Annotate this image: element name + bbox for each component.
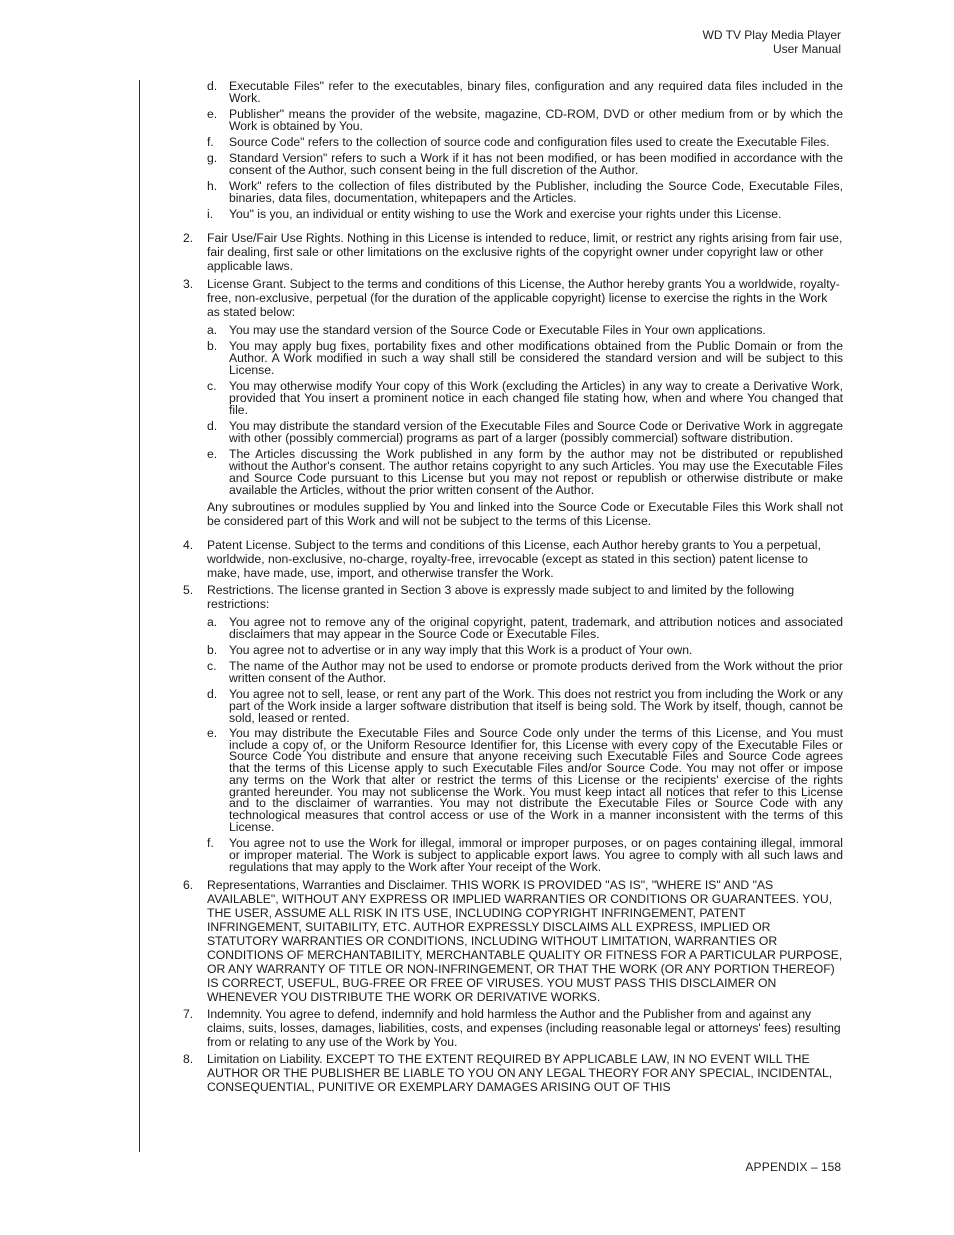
header-doc: User Manual [772, 41, 841, 56]
grant-item [183, 340, 843, 376]
page-header [703, 29, 842, 56]
section-text: Representations, Warranties and Disclaimer. THIS WORK IS PROVIDED "AS IS", "WHERE IS" AND "AS AVAILABLE", WITHOUT ANY EXPRESS OR IMPLIED WARRANTIES OR CONDITIONS OR GUARANTEES. YOU, THE USER, ASSUME ALL RISK IN ITS USE, INCLUDING COPYRIGHT INFRINGEMENT, PATENT INFRINGEMENT, SUITABILITY, ETC. AUTHOR EXPRESSLY DISCLAIMS ALL EXPRESS, IMPLIED OR STATUTORY WARRANTIES OR CONDITIONS, INCLUDING WITHOUT LIMITATION, WARRANTIES OR CONDITIONS OF MERCHANTABILITY, MERCHANTABLE QUALITY OR FITNESS FOR A PARTICULAR PURPOSE, OR ANY WARRANTY OF TITLE OR NON-INFRINGEMENT, OR THAT THE WORK (OR ANY PORTION THEREOF) IS CORRECT, USEFUL, BUG-FREE OR FREE OF VIRUSES. YOU MUST PASS THIS DISCLAIMER ON WHENEVER YOU DISTRIBUTE THE WORK OR DERIVATIVE WORKS. [207, 878, 843, 1005]
page-number: 158 [820, 1160, 841, 1174]
section-text: License Grant. Subject to the terms and conditions of this License, the Author hereby grants You a worldwide, royalty-free, non-exclusive, perpetual (for the duration of the applicable copyright) license to exercise the rights in the Work as stated below: [207, 277, 840, 319]
page-footer [745, 1160, 841, 1174]
def-text: Standard Version" refers to such a Work if it has not been modified, or has been modified in accordance with the consent of the Author, such consent being in the full discretion of the Author. [229, 151, 843, 177]
def-marker: f. [207, 135, 214, 149]
footer-section: APPENDIX [745, 1160, 808, 1174]
def-marker: i. [207, 207, 214, 221]
section-marker: 6. [183, 878, 194, 893]
def-item [183, 208, 843, 220]
section-2 [183, 231, 843, 273]
section-text: Indemnity. You agree to defend, indemnify and hold harmless the Author and the Publisher from and against any claims, suits, losses, damages, liabilities, costs, and expenses (including reasonable legal or attorneys' fees) resulting from or relating to any use of the Work by You. [207, 1007, 841, 1050]
def-marker: g. [207, 151, 218, 165]
grant-item [183, 420, 843, 444]
footer-separator: – [807, 1160, 821, 1174]
restriction-marker: d. [207, 687, 218, 701]
grant-text: You may otherwise modify Your copy of this Work (excluding the Articles) in any way to create a Derivative Work, provided that You insert a prominent notice in each changed file stating how, when and where You changed that file. [229, 379, 843, 417]
restriction-marker: a. [207, 615, 218, 629]
grant-text: You may distribute the standard version of the Executable Files and Source Code or Derivative Work in aggregate with other (possibly commercial) programs as part of a larger (possibly commercial) software distribution. [229, 419, 843, 445]
def-marker: d. [207, 79, 218, 93]
def-marker: h. [207, 179, 218, 193]
grant-item [183, 448, 843, 496]
restriction-marker: c. [207, 659, 217, 673]
section-6 [183, 878, 843, 1004]
restriction-marker: b. [207, 643, 218, 657]
def-item [183, 80, 843, 104]
def-item [183, 152, 843, 176]
section-marker: 4. [183, 538, 194, 552]
restriction-item [183, 728, 843, 833]
def-text: Source Code" refers to the collection of source code and configuration files used to create the Executable Files. [229, 135, 830, 149]
def-text: Publisher" means the provider of the website, magazine, CD-ROM, DVD or other medium from or by which the Work is obtained by You. [229, 107, 843, 133]
def-text: Executable Files" refer to the executables, binary files, configuration and any required data files included in the Work. [229, 79, 843, 105]
def-item [183, 180, 843, 204]
header-product: WD TV Play Media Player [702, 28, 841, 42]
section-marker: 7. [183, 1007, 194, 1022]
restriction-item [183, 616, 843, 640]
def-marker: e. [207, 107, 218, 121]
restriction-text: You agree not to remove any of the original copyright, patent, trademark, and attribution notices and associated disclaimers that may appear in the Source Code or Executable Files. [229, 615, 843, 641]
margin-rule [139, 80, 140, 1152]
grant-text: You may apply bug fixes, portability fixes and other modifications obtained from the Public Domain or from the Author. A Work modified in such a way shall still be considered the standard version and will be subject to this License. [229, 339, 843, 377]
restriction-item [183, 688, 843, 724]
section-4 [183, 538, 843, 580]
section-text: Fair Use/Fair Use Rights. Nothing in this License is intended to reduce, limit, or restrict any rights arising from fair use, fair dealing, first sale or other limitations on the exclusive rights of the copyright owner under copyright law or other applicable laws. [207, 231, 843, 273]
grant-marker: a. [207, 323, 218, 337]
section-8 [183, 1052, 843, 1094]
section-text: Limitation on Liability. EXCEPT TO THE EXTENT REQUIRED BY APPLICABLE LAW, IN NO EVENT WILL THE AUTHOR OR THE PUBLISHER BE LIABLE TO YOU ON ANY LEGAL THEORY FOR ANY SPECIAL, INCIDENTAL, CONSEQUENTIAL, PUNITIVE OR EXEMPLARY DAMAGES ARISING OUT OF THIS [207, 1052, 833, 1095]
restriction-item [183, 660, 843, 684]
restriction-item [183, 837, 843, 873]
grant-marker: d. [207, 419, 218, 433]
grant-note: Any subroutines or modules supplied by You and linked into the Source Code or Executable Files this Work shall not be considered part of this Work and will not be subject to the terms of this License. [207, 500, 843, 528]
restriction-item [183, 644, 843, 656]
def-text: Work" refers to the collection of files distributed by the Publisher, including the Source Code, Executable Files, binaries, data files, documentation, whitepapers and the Articles. [229, 179, 843, 205]
section-5 [183, 583, 843, 611]
grant-item [183, 380, 843, 416]
grant-item [183, 324, 843, 336]
section-marker: 8. [183, 1052, 194, 1067]
section-7 [183, 1007, 843, 1049]
grant-marker: b. [207, 339, 218, 353]
restriction-text: The name of the Author may not be used to endorse or promote products derived from the Work without the prior written consent of the Author. [229, 659, 843, 685]
grant-marker: c. [207, 379, 217, 393]
restriction-marker: e. [207, 726, 218, 740]
section-marker: 2. [183, 231, 194, 245]
section-text: Patent License. Subject to the terms and conditions of this License, each Author hereby grants to You a perpetual, worldwide, non-exclusive, no-charge, royalty-free, irrevocable (except as stated in this section) patent license to make, have made, use, import, and otherwise transfer the Work. [207, 538, 821, 580]
section-marker: 5. [183, 583, 194, 597]
grant-marker: e. [207, 447, 218, 461]
restriction-text: You agree not to use the Work for illegal, immoral or improper purposes, or on pages containing illegal, immoral or improper material. The Work is subject to applicable export laws. You agree to comply with all such laws and regulations that may apply to the Work after Your receipt of the Work. [229, 836, 843, 875]
section-marker: 3. [183, 277, 194, 291]
grant-text: You may use the standard version of the Source Code or Executable Files in Your own applications. [229, 323, 766, 337]
page-content [183, 80, 843, 1094]
def-item [183, 136, 843, 148]
def-text: You" is you, an individual or entity wishing to use the Work and exercise your rights under this License. [229, 207, 782, 221]
restriction-marker: f. [207, 836, 214, 851]
section-text: Restrictions. The license granted in Section 3 above is expressly made subject to and limited by the following restrictions: [207, 583, 795, 611]
def-item [183, 108, 843, 132]
restriction-text: You may distribute the Executable Files and Source Code only under the terms of this License, and You must include a copy of, or the Uniform Resource Identifier for, this License with every copy of the Executable Files or Source Code You distribute and ensure that anyone receiving such Executable Files and Source Code agrees that the terms of this License apply to such Executable Files and/or Source Code. You may not offer or impose any terms on the Work that alter or restrict the terms of this License or the recipients' exercise of the rights granted hereunder. You may not sublicense the Work. You must keep intact all notices that refer to this License and to the disclaimer of warranties. You may not distribute the Executable Files or Source Code with any technological measures that control access or use of the Work in a manner inconsistent with the terms of this License. [229, 726, 843, 834]
restriction-text: You agree not to sell, lease, or rent any part of the Work. This does not restrict you from including the Work or any part of the Work inside a larger software distribution that itself is being sold. The Work by itself, though, cannot be sold, leased or rented. [229, 687, 843, 725]
grant-text: The Articles discussing the Work published in any form by the author may not be distributed or republished without the Author's consent. The author retains copyright to any such Articles. You may use the Executable Files and Source Code pursuant to this License but you may not repost or republish or otherwise distribute or make available the Articles, without the prior written consent of the Author. [229, 447, 843, 497]
restriction-text: You agree not to advertise or in any way imply that this Work is a product of Your own. [229, 643, 693, 657]
section-3 [183, 277, 843, 319]
